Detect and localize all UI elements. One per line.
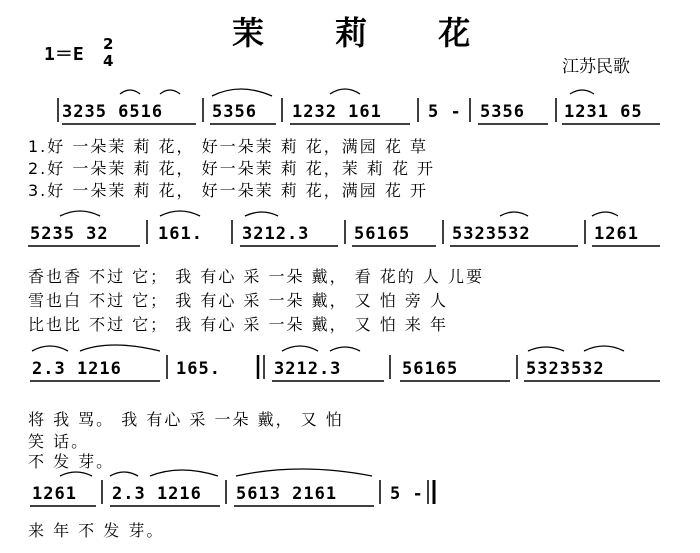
measure: 5 - (390, 484, 424, 504)
time-signature-top: 2 (103, 35, 114, 53)
measure: 5356 (212, 102, 257, 122)
score-system-4 (0, 470, 700, 550)
score-system-3 (0, 345, 700, 470)
measure: 1231 65 (564, 102, 643, 122)
lyric-verse-1: 香也香 不过 它； 我 有心 采 一朵 戴， 看 花的 人 儿要 (28, 267, 484, 286)
measure: 161. (158, 224, 203, 244)
measure: 1261 (594, 224, 639, 244)
measure: 5356 (480, 102, 525, 122)
measure: 2.3 1216 (112, 484, 202, 504)
time-signature-bottom: 4 (103, 52, 114, 70)
lyric-verse-2: 笑 话。 (28, 432, 90, 451)
lyric-verse-1: 将 我 骂。 我 有心 采 一朵 戴， 又 怕 (28, 410, 344, 429)
system-4-marks (0, 470, 700, 510)
measure: 2.3 1216 (32, 359, 122, 379)
measure: 5 - (428, 102, 462, 122)
measure: 3212.3 (274, 359, 342, 379)
measure: 1261 (32, 484, 77, 504)
measure: 3235 6516 (62, 102, 164, 122)
lyric-verse-2: 2.好 一朵茉 莉 花， 好一朵茉 莉 花，茉 莉 花 开 (28, 159, 436, 178)
lyric-verse-3: 比也比 不过 它； 我 有心 采 一朵 戴， 又 怕 来 年 (28, 315, 448, 334)
measure: 56165 (354, 224, 411, 244)
key-signature: 1＝E (44, 44, 84, 65)
song-origin: 江苏民歌 (562, 57, 630, 77)
measure: 5323532 (452, 224, 531, 244)
measure: 1232 161 (292, 102, 382, 122)
score-system-1 (0, 88, 700, 198)
lyric-verse-3: 不 发 芽。 (28, 452, 115, 471)
measure: 165. (176, 359, 221, 379)
song-title: 茉 莉 花 (232, 14, 501, 52)
time-signature (103, 36, 113, 70)
lyric-verse-3: 3.好 一朵茉 莉 花， 好一朵茉 莉 花，满园 花 开 (28, 181, 428, 200)
score-system-2 (0, 210, 700, 340)
lyric-verse-3: 来 年 不 发 芽。 (28, 521, 165, 540)
measure: 5235 32 (30, 224, 109, 244)
lyric-verse-2: 雪也白 不过 它； 我 有心 采 一朵 戴， 又 怕 旁 人 (28, 291, 448, 310)
measure: 5323532 (526, 359, 605, 379)
measure: 5613 2161 (236, 484, 338, 504)
measure: 3212.3 (242, 224, 310, 244)
lyric-verse-1: 1.好 一朵茉 莉 花， 好一朵茉 莉 花，满园 花 草 (28, 137, 428, 156)
measure: 56165 (402, 359, 459, 379)
